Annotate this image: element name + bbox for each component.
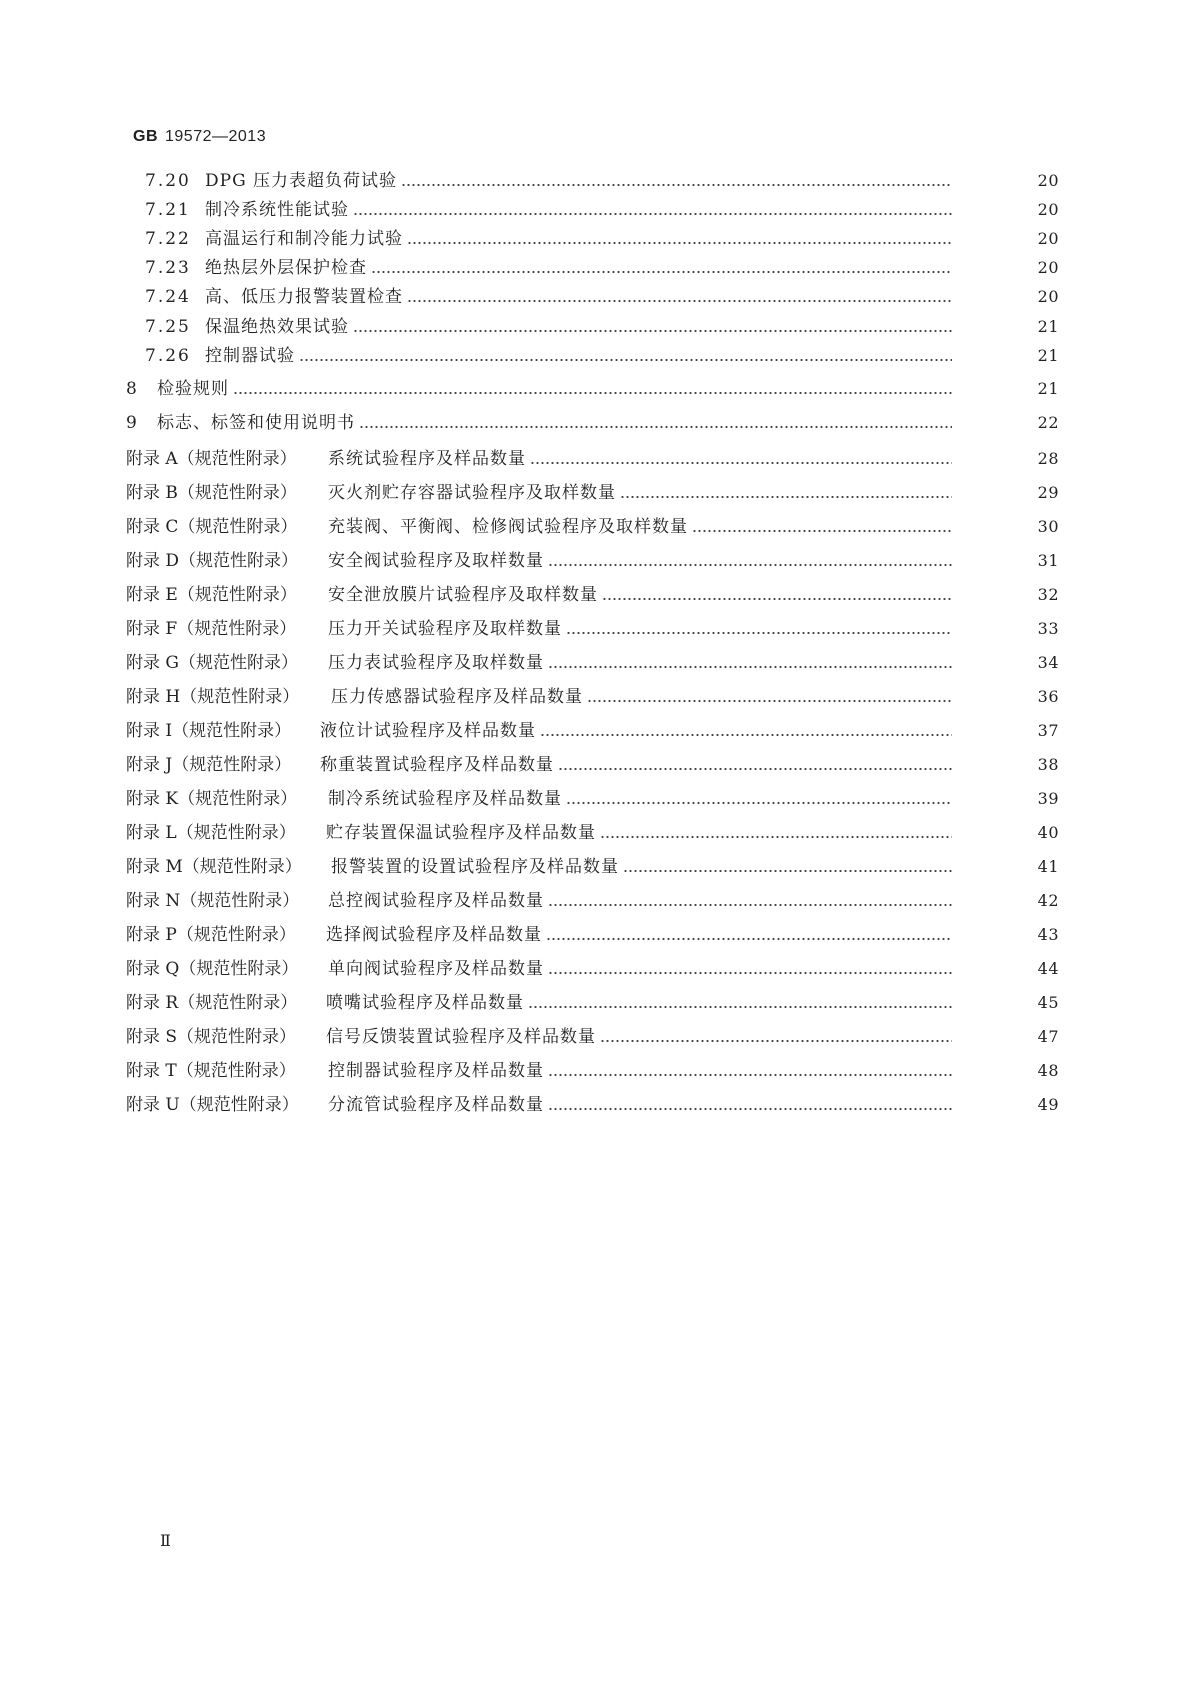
toc-entry[interactable] [0, 684, 1191, 710]
toc-entry-number: 9 [126, 413, 139, 433]
toc-entry-page: 43 [1037, 925, 1059, 944]
toc-dot-leader [600, 820, 952, 846]
toc-entry-number: 附录 F（规范性附录） [126, 619, 297, 639]
toc-entry[interactable] [0, 284, 1191, 310]
toc-entry-title: 灭火剂贮存容器试验程序及取样数量 [328, 483, 616, 503]
toc-entry-number: 附录 C（规范性附录） [126, 517, 298, 537]
toc-dot-leader [548, 548, 952, 574]
toc-entry[interactable] [0, 548, 1191, 574]
toc-entry-number: 7.24 [145, 287, 191, 307]
page-number: Ⅱ [160, 1531, 171, 1550]
toc-dot-leader [548, 956, 952, 982]
toc-entry-page: 22 [1037, 413, 1059, 432]
toc-dot-leader [546, 922, 952, 948]
toc-entry[interactable] [0, 226, 1191, 252]
toc-entry-number: 附录 S（规范性附录） [126, 1027, 297, 1047]
toc-entry[interactable] [0, 1024, 1191, 1050]
toc-dot-leader [587, 684, 952, 710]
toc-entry-number: 附录 H（规范性附录） [126, 687, 300, 707]
toc-entry[interactable] [0, 314, 1191, 340]
toc-dot-leader [371, 255, 952, 281]
toc-entry-page: 33 [1037, 619, 1059, 638]
toc-dot-leader [548, 650, 952, 676]
toc-entry-title: 制冷系统试验程序及样品数量 [328, 789, 562, 809]
toc-entry-page: 47 [1037, 1027, 1059, 1046]
toc-entry-page: 31 [1037, 551, 1059, 570]
toc-entry[interactable] [0, 888, 1191, 914]
toc-entry-number: 附录 G（规范性附录） [126, 653, 298, 673]
toc-entry-title: 标志、标签和使用说明书 [157, 413, 355, 433]
standard-prefix: GB [133, 128, 158, 145]
toc-dot-leader [407, 226, 952, 252]
toc-entry[interactable] [0, 1058, 1191, 1084]
toc-entry-title: 控制器试验程序及样品数量 [328, 1061, 544, 1081]
toc-entry-title: 选择阀试验程序及样品数量 [326, 925, 542, 945]
toc-dot-leader [692, 514, 952, 540]
toc-entry-title: 喷嘴试验程序及样品数量 [326, 993, 524, 1013]
toc-entry-page: 20 [1037, 287, 1059, 306]
toc-entry-title: 安全泄放膜片试验程序及取样数量 [328, 585, 598, 605]
toc-entry[interactable] [0, 255, 1191, 281]
standard-number: 19572—2013 [165, 128, 267, 145]
toc-entry-title: 系统试验程序及样品数量 [328, 449, 526, 469]
toc-entry-title: DPG 压力表超负荷试验 [205, 171, 398, 191]
toc-entry-page: 30 [1037, 517, 1059, 536]
toc-dot-leader [401, 168, 952, 194]
toc-entry[interactable] [0, 650, 1191, 676]
toc-entry-number: 附录 B（规范性附录） [126, 483, 297, 503]
toc-entry-number: 7.20 [145, 171, 191, 191]
toc-entry-page: 45 [1037, 993, 1059, 1012]
toc-dot-leader [548, 1092, 952, 1118]
toc-entry-number: 7.23 [145, 258, 191, 278]
toc-entry-page: 40 [1037, 823, 1059, 842]
toc-entry-number: 附录 K（规范性附录） [126, 789, 298, 809]
toc-entry-title: 压力传感器试验程序及样品数量 [331, 687, 583, 707]
toc-entry-title: 报警装置的设置试验程序及样品数量 [331, 857, 619, 877]
toc-entry-page: 21 [1037, 317, 1059, 336]
toc-entry-page: 21 [1037, 346, 1059, 365]
toc-entry-title: 总控阀试验程序及样品数量 [328, 891, 544, 911]
toc-entry-title: 压力表试验程序及取样数量 [328, 653, 544, 673]
toc-dot-leader [528, 990, 952, 1016]
toc-dot-leader [558, 752, 952, 778]
toc-dot-leader [602, 582, 952, 608]
toc-entry-page: 21 [1037, 379, 1059, 398]
toc-entry[interactable] [0, 718, 1191, 744]
toc-dot-leader [233, 376, 952, 402]
toc-entry-title: 检验规则 [157, 379, 229, 399]
toc-entry-title: 单向阀试验程序及样品数量 [328, 959, 544, 979]
toc-entry-number: 附录 R（规范性附录） [126, 993, 298, 1013]
toc-entry-title: 制冷系统性能试验 [205, 200, 349, 220]
toc-dot-leader [548, 1058, 952, 1084]
toc-entry[interactable] [0, 410, 1191, 436]
toc-dot-leader [540, 718, 952, 744]
toc-entry-title: 安全阀试验程序及取样数量 [328, 551, 544, 571]
toc-dot-leader [353, 197, 952, 223]
toc-entry-title: 保温绝热效果试验 [205, 317, 349, 337]
toc-dot-leader [530, 446, 952, 472]
toc-dot-leader [299, 343, 952, 369]
toc-entry-page: 32 [1037, 585, 1059, 604]
toc-dot-leader [353, 314, 952, 340]
toc-dot-leader [566, 616, 952, 642]
toc-entry-number: 附录 M（规范性附录） [126, 857, 302, 877]
toc-entry-number: 附录 T（规范性附录） [126, 1061, 296, 1081]
toc-entry-title: 高温运行和制冷能力试验 [205, 229, 403, 249]
toc-entry-title: 压力开关试验程序及取样数量 [328, 619, 562, 639]
toc-entry-number: 附录 P（规范性附录） [126, 925, 296, 945]
toc-entry[interactable] [0, 168, 1191, 194]
toc-entry-page: 48 [1037, 1061, 1059, 1080]
toc-entry-page: 39 [1037, 789, 1059, 808]
toc-entry[interactable] [0, 820, 1191, 846]
toc-entry-title: 控制器试验 [205, 346, 295, 366]
toc-entry[interactable] [0, 990, 1191, 1016]
toc-entry[interactable] [0, 854, 1191, 880]
toc-entry-page: 20 [1037, 171, 1059, 190]
toc-entry[interactable] [0, 514, 1191, 540]
toc-entry-page: 29 [1037, 483, 1059, 502]
toc-entry[interactable] [0, 197, 1191, 223]
toc-dot-leader [407, 284, 952, 310]
toc-entry-page: 42 [1037, 891, 1059, 910]
toc-entry-title: 信号反馈装置试验程序及样品数量 [326, 1027, 596, 1047]
toc-entry-number: 7.26 [145, 346, 191, 366]
toc-entry-number: 附录 L（规范性附录） [126, 823, 296, 843]
toc-entry-title: 分流管试验程序及样品数量 [328, 1095, 544, 1115]
toc-entry[interactable] [0, 752, 1191, 778]
toc-entry-title: 绝热层外层保护检查 [205, 258, 367, 278]
toc-entry-page: 36 [1037, 687, 1059, 706]
toc-entry[interactable] [0, 582, 1191, 608]
toc-entry-number: 附录 N（规范性附录） [126, 891, 300, 911]
toc-entry-number: 附录 E（规范性附录） [126, 585, 297, 605]
toc-entry-number: 附录 J（规范性附录） [126, 755, 292, 775]
toc-entry[interactable] [0, 616, 1191, 642]
toc-entry-number: 7.25 [145, 317, 191, 337]
toc-entry-page: 49 [1037, 1095, 1059, 1114]
toc-entry-page: 20 [1037, 200, 1059, 219]
toc-entry-page: 34 [1037, 653, 1059, 672]
toc-entry[interactable] [0, 480, 1191, 506]
toc-entry-page: 41 [1037, 857, 1059, 876]
toc-dot-leader [620, 480, 952, 506]
toc-entry-title: 称重装置试验程序及样品数量 [320, 755, 554, 775]
toc-entry-page: 37 [1037, 721, 1059, 740]
toc-entry-page: 38 [1037, 755, 1059, 774]
toc-entry-number: 附录 D（规范性附录） [126, 551, 299, 571]
toc-entry-number: 附录 Q（规范性附录） [126, 959, 299, 979]
toc-entry-page: 44 [1037, 959, 1059, 978]
toc-entry-number: 附录 I（规范性附录） [126, 721, 292, 741]
toc-dot-leader [600, 1024, 952, 1050]
toc-entry-title: 充装阀、平衡阀、检修阀试验程序及取样数量 [328, 517, 688, 537]
toc-entry-number: 附录 U（规范性附录） [126, 1095, 299, 1115]
toc-dot-leader [566, 786, 952, 812]
toc-entry-title: 贮存装置保温试验程序及样品数量 [326, 823, 596, 843]
toc-entry[interactable] [0, 922, 1191, 948]
toc-dot-leader [548, 888, 952, 914]
toc-entry-title: 液位计试验程序及样品数量 [320, 721, 536, 741]
toc-entry-number: 8 [126, 379, 139, 399]
toc-entry-number: 7.21 [145, 200, 191, 220]
toc-entry-page: 20 [1037, 229, 1059, 248]
toc-entry[interactable] [0, 1092, 1191, 1118]
toc-entry-page: 28 [1037, 449, 1059, 468]
toc-entry-title: 高、低压力报警装置检查 [205, 287, 403, 307]
toc-entry[interactable] [0, 956, 1191, 982]
toc-entry[interactable] [0, 376, 1191, 402]
toc-entry-number: 附录 A（规范性附录） [126, 449, 297, 469]
toc-entry[interactable] [0, 786, 1191, 812]
toc-entry-page: 20 [1037, 258, 1059, 277]
toc-entry[interactable] [0, 446, 1191, 472]
toc-dot-leader [623, 854, 952, 880]
toc-entry[interactable] [0, 343, 1191, 369]
toc-dot-leader [359, 410, 952, 436]
toc-entry-number: 7.22 [145, 229, 191, 249]
